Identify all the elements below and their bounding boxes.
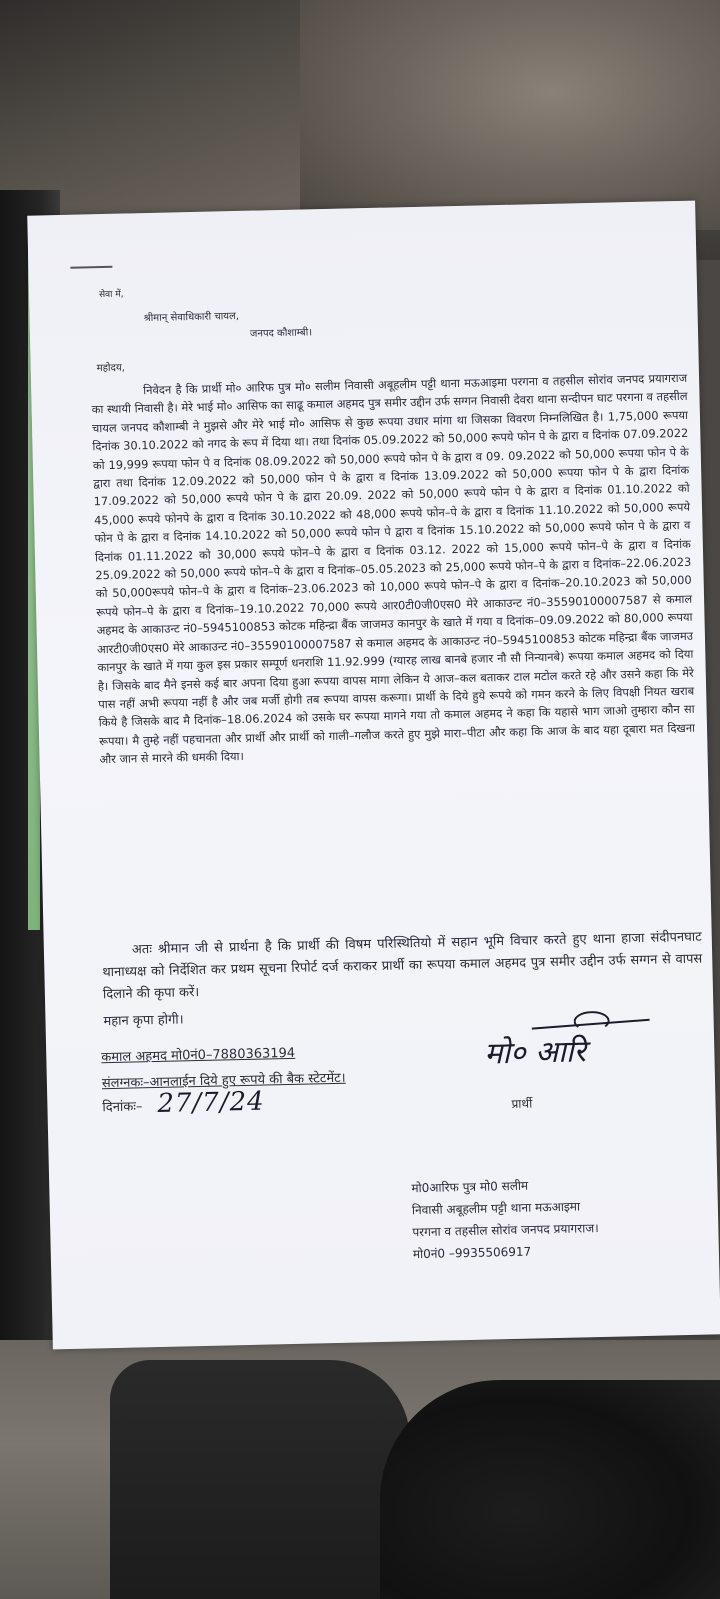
prayer-paragraph: अतः श्रीमान जी से प्रार्थना है कि प्रार्थी की विषम परिस्थितियो में सहान भूमि विचार करते हुए थाना हाजा संदीपनघाट थानाध्यक्ष को निर्देशित कर प्रथम सूचना रिपोर्ट दर्ज कराकर प्रार्थी का रूपया कमाल अहमद पुत्र समीर उद्दीन उर्फ सग्गन से वापस दिलाने की कृपा करें। xyxy=(102,929,703,1003)
letter-body: निवेदन है कि प्रार्थी मो० आरिफ पुत्र मो० सलीम निवासी अबूहलीम पट्टी थाना मऊआइमा परगना व तहसील सोरांव जनपद प्रयागराज का स्थायी निवासी है। मेरे भाई मो० आसिफ का साढू कमाल अहमद पुत्र समीर उद्दीन उर्फ सग्गन निवासी देवरा थाना सन्दीपन घाट परगना व तहसील चायल जनपद कौशाम्बी ने मुझसे और मेरे भाई मो० आसिफ से कुछ रूपया उधार मांगा था जिसका विवरण निम्नलिखित है। 1,75,000 रूपया दिनांक 30.10.2022 को नगद के रूप में दिया था। तथा दिनांक 05.09.2022 को 50,000 रूपये फोन पे के द्वारा व दिनांक 07.09.2022 को 19,999 रूपया फोन पे व दिनांक 08.09.2022 को 50,000 रूपये फोन पे के द्वारा व 09. 09.2022 को 50,000 रूपया फोन पे के द्वारा तथा दिनांक 12.09.2022 को 50,000 फोन पे के द्वारा व दिनांक 13.09.2022 को 50,000 रूपया फोन पे के द्वारा दिनांक 17.09.2022 को 50,000 रूपये फोन पे के द्वारा 20.09. 2022 को 50,000 रूपये फोन पे के द्वारा व दिनांक 01.10.2022 को 45,000 रूपये फोनपे के द्वारा व दिनांक 30.10.2022 को 48,000 रूपये फोन–पे के द्वारा व दिनांक 11.10.2022 को 50,000 रूपये फोन पे के द्वारा व दिनांक 14.10.2022 को 50,000 रूपये फोन पे द्वारा व दिनांक 15.10.2022 को 50,000 रूपये फोन पे के द्वारा व दिनांक 01.11.2022 को 30,000 रूपये फोन–पे के द्वारा व दिनांक 03.12. 2022 को 15,000 रूपये फोन–पे के द्वारा व दिनांक 25.09.2022 को 50,000 रूपये फोन–पे के द्वारा व दिनांक–05.05.2023 को 25,000 रूपये फोन–पे के द्वारा व दिनांक–22.06.2023 को 50,000रूपये फोन–पे के द्वारा व दिनांक–23.06.2023 को 10,000 रूपये फोन–पे के द्वारा व दिनांक–20.10.2023 को 50,000 रूपये फोन–पे के द्वारा व दिनांक–19.10.2022 70,000 रूपये आर0टी0जी0एस0 मेरे आकाउन्ट नं0–35590100007587 से कमाल अहमद के आकाउन्ट नं0–5945100853 कोटक महिन्द्रा बैंक जाजमउ कानपुर के खाते में गया व दिनांक–09.09.2022 को 80,000 रूपया आरटी0जी0एस0 मेरे आकाउन्ट नं0–35590100007587 से कमाल अहमद के आकाउन्ट नं0–5945100853 कोटक महिन्द्रा बैंक जाजमउ कानपुर के खाते में गया कुल इस प्रकार सम्पूर्ण धनराशि 11.92.999 (ग्यारह लाख बानबे हजार नौ सौ निन्यानबे) रूपया कमाल अहमद को दिया है। जिसके बाद मैने इनसे कई बार अपना दिया हुआ रूपया वापस मागा लेकिन ये आज–कल बताकर टाल मटोल करते रहे और उसने कहा कि मेरे पास नहीं अभी रूपया नहीं है और जब मर्जी होगी तब रूपया वापस करूगा। प्रार्थी के दिये हुये रूपये को गमन करने के लिए विपक्षी नियत खराब किये है जिसके बाद मै दिनांक–18.06.2024 को उसके घर रूपया मागने गया तो कमाल अहमद ने कहा कि यहासे भाग जाओ तुम्हारा कौन सा रूपया। मै तुम्हे नहीं पहचानता और प्रार्थी और प्रार्थी को गाली–गलौज करते हुए मुझे मारा–पीटा और कहा कि आज के बाद यहा दूबारा मत दिखना और जान से मारने की धमकी दिया। xyxy=(91,370,696,767)
trouser-leg xyxy=(110,1360,410,1599)
background-rock xyxy=(300,0,720,230)
sender-line: परगना व तहसील सोरांव जनपद प्रयागराज। xyxy=(412,1221,599,1240)
salutation: सेवा में, xyxy=(98,289,124,301)
date-label: दिनांकः– xyxy=(102,1099,143,1116)
sender-line: निवासी अबूहलीम पट्टी थाना मऊआइमा xyxy=(411,1199,581,1218)
sender-line: मो0नं0 –9935506917 xyxy=(412,1244,532,1262)
contact-line: कमाल अहमद मो0नं0–7880363194 xyxy=(101,1045,296,1066)
handwritten-date: 27/7/24 xyxy=(157,1086,265,1119)
attachment-line: संलग्नकः–आनलाईन दिये हुए रूपये की बैक स्टेटमेंट। xyxy=(101,1070,346,1092)
closing-line: महान कृपा होगी। xyxy=(103,1012,184,1030)
addressee-line-2: जनपद कौशाम्बी। xyxy=(249,327,313,340)
greeting: महोदय, xyxy=(96,362,125,375)
addressee-line-1: श्रीमान् सेवाधिकारी चायल, xyxy=(143,310,240,325)
top-dash-mark xyxy=(70,266,112,269)
sender-address-block xyxy=(411,1170,713,1265)
shoe xyxy=(380,1380,720,1599)
letter-sheet xyxy=(27,201,720,1350)
handwritten-signature: मो० आरि xyxy=(483,1034,587,1072)
signature-label: प्रार्थी xyxy=(511,1096,533,1111)
sender-line: मो0आरिफ पुत्र मो0 सलीम xyxy=(411,1178,529,1196)
